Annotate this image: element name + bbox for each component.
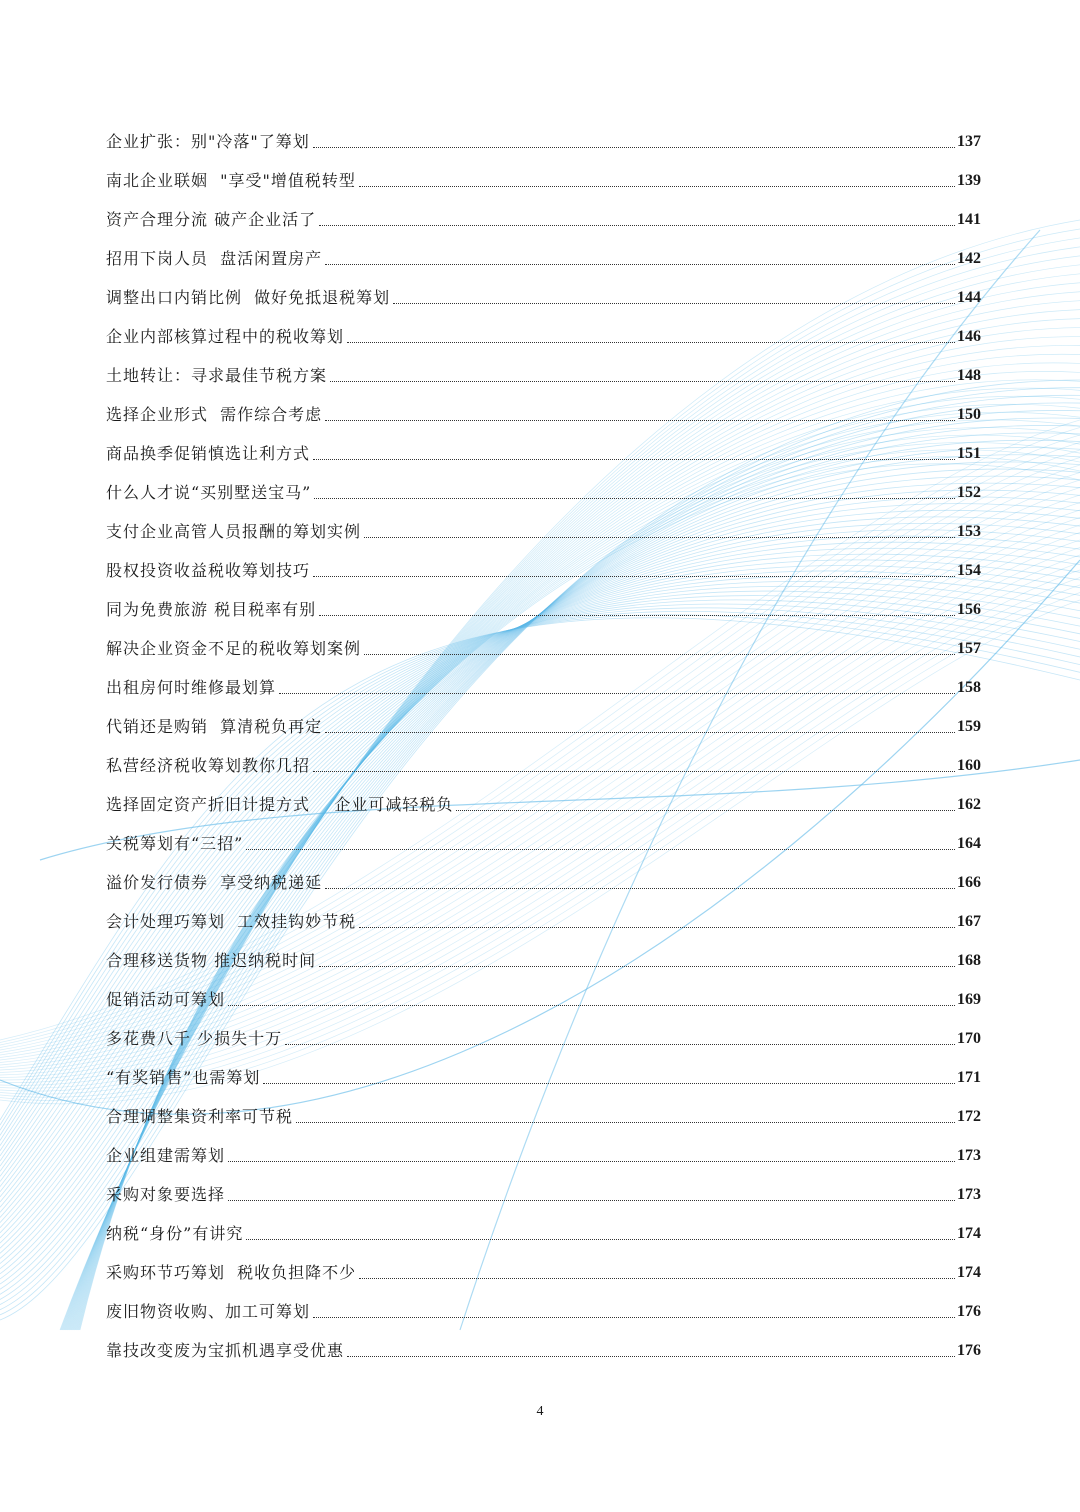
toc-entry-title: 企业内部核算过程中的税收筹划 [106, 327, 345, 346]
toc-entry-title: 多花费八千 少损失十万 [106, 1029, 283, 1048]
toc-entry-title: 会计处理巧筹划 工效挂钩妙节税 [106, 912, 357, 931]
toc-entry-title: 采购对象要选择 [106, 1185, 226, 1204]
toc-entry[interactable] [106, 269, 981, 308]
toc-entry-title: 招用下岗人员 盘活闲置房产 [106, 249, 323, 268]
toc-dot-leader [228, 1005, 955, 1006]
toc-dot-leader [456, 810, 955, 811]
toc-dot-leader [228, 1200, 955, 1201]
toc-dot-leader [313, 459, 955, 460]
toc-entry-title: 什么人才说“买别墅送宝马” [106, 483, 312, 502]
toc-entry[interactable] [106, 308, 981, 347]
toc-entry[interactable] [106, 347, 981, 386]
toc-dot-leader [330, 381, 955, 382]
toc-entry-title: 企业扩张：别"冷落"了筹划 [106, 132, 310, 151]
toc-dot-leader [319, 615, 955, 616]
toc-dot-leader [313, 576, 955, 577]
toc-entry-title: 支付企业高管人员报酬的筹划实例 [106, 522, 362, 541]
toc-dot-leader [246, 849, 955, 850]
page-number: 4 [536, 1404, 544, 1419]
toc-dot-leader [263, 1083, 955, 1084]
toc-dot-leader [364, 537, 955, 538]
toc-entry[interactable] [106, 1166, 981, 1205]
toc-entry[interactable] [106, 971, 981, 1010]
toc-entry-title: 关税筹划有“三招” [106, 834, 244, 853]
table-of-contents [106, 122, 981, 1361]
toc-entry-page: 167 [957, 913, 981, 930]
toc-entry[interactable] [106, 1322, 981, 1361]
toc-entry-title: 资产合理分流 破产企业活了 [106, 210, 317, 229]
toc-dot-leader [325, 264, 955, 265]
toc-entry-page: 157 [957, 640, 981, 657]
toc-entry[interactable] [106, 464, 981, 503]
toc-entry-page: 170 [957, 1030, 981, 1047]
toc-entry[interactable] [106, 503, 981, 542]
toc-entry-title: 纳税“身份”有讲究 [106, 1224, 244, 1243]
toc-entry-title: 选择固定资产折旧计提方式 企业可减轻税负 [106, 795, 454, 814]
toc-dot-leader [296, 1122, 955, 1123]
toc-entry-page: 172 [957, 1108, 981, 1125]
toc-entry[interactable] [106, 659, 981, 698]
toc-entry-title: 解决企业资金不足的税收筹划案例 [106, 639, 362, 658]
toc-dot-leader [325, 420, 955, 421]
toc-dot-leader [347, 1356, 955, 1357]
toc-entry-page: 137 [957, 133, 981, 150]
toc-entry-title: 选择企业形式 需作综合考虑 [106, 405, 323, 424]
toc-entry-page: 164 [957, 835, 981, 852]
toc-entry-title: 合理移送货物 推迟纳税时间 [106, 951, 317, 970]
toc-entry-page: 152 [957, 484, 981, 501]
toc-entry-page: 176 [957, 1303, 981, 1320]
toc-entry-title: 出租房何时维修最划算 [106, 678, 277, 697]
toc-entry-title: 靠技改变废为宝抓机遇享受优惠 [106, 1341, 345, 1360]
toc-dot-leader [285, 1044, 955, 1045]
toc-entry-page: 141 [957, 211, 981, 228]
toc-entry-page: 166 [957, 874, 981, 891]
toc-entry-title: 调整出口内销比例 做好免抵退税筹划 [106, 288, 391, 307]
toc-entry-title: 代销还是购销 算清税负再定 [106, 717, 323, 736]
toc-entry-title: 股权投资收益税收筹划技巧 [106, 561, 311, 580]
toc-dot-leader [325, 732, 955, 733]
toc-dot-leader [359, 1278, 955, 1279]
toc-entry[interactable] [106, 776, 981, 815]
toc-entry-title: 溢价发行债券 享受纳税递延 [106, 873, 323, 892]
toc-entry[interactable] [106, 230, 981, 269]
toc-dot-leader [313, 1317, 955, 1318]
toc-entry-page: 174 [957, 1264, 981, 1281]
toc-dot-leader [393, 303, 955, 304]
toc-dot-leader [313, 771, 955, 772]
toc-entry-page: 150 [957, 406, 981, 423]
toc-entry[interactable] [106, 620, 981, 659]
toc-dot-leader [325, 888, 955, 889]
toc-entry-page: 173 [957, 1147, 981, 1164]
toc-entry-page: 162 [957, 796, 981, 813]
toc-entry[interactable] [106, 1283, 981, 1322]
toc-entry[interactable] [106, 737, 981, 776]
toc-entry-page: 148 [957, 367, 981, 384]
toc-entry[interactable] [106, 815, 981, 854]
toc-entry-title: 废旧物资收购、加工可筹划 [106, 1302, 311, 1321]
toc-entry[interactable] [106, 932, 981, 971]
toc-entry-title: “有奖销售”也需筹划 [106, 1068, 261, 1087]
toc-entry[interactable] [106, 1010, 981, 1049]
toc-entry-title: 促销活动可筹划 [106, 990, 226, 1009]
toc-entry-page: 154 [957, 562, 981, 579]
toc-entry-page: 168 [957, 952, 981, 969]
toc-dot-leader [319, 966, 955, 967]
toc-dot-leader [314, 498, 955, 499]
toc-dot-leader [319, 225, 955, 226]
toc-entry[interactable] [106, 1205, 981, 1244]
toc-entry[interactable] [106, 698, 981, 737]
toc-entry-page: 174 [957, 1225, 981, 1242]
toc-entry[interactable] [106, 122, 981, 152]
toc-entry-page: 160 [957, 757, 981, 774]
toc-entry-title: 同为免费旅游 税目税率有别 [106, 600, 317, 619]
toc-entry-title: 企业组建需筹划 [106, 1146, 226, 1165]
toc-entry-page: 176 [957, 1342, 981, 1359]
toc-dot-leader [246, 1239, 955, 1240]
toc-entry[interactable] [106, 386, 981, 425]
toc-entry-title: 私营经济税收筹划教你几招 [106, 756, 311, 775]
toc-entry[interactable] [106, 893, 981, 932]
toc-dot-leader [359, 186, 955, 187]
toc-entry-page: 159 [957, 718, 981, 735]
toc-entry-page: 173 [957, 1186, 981, 1203]
toc-entry-title: 合理调整集资利率可节税 [106, 1107, 294, 1126]
toc-entry-page: 144 [957, 289, 981, 306]
toc-dot-leader [228, 1161, 955, 1162]
toc-entry-title: 商品换季促销慎选让利方式 [106, 444, 311, 463]
toc-dot-leader [364, 654, 955, 655]
toc-entry-page: 156 [957, 601, 981, 618]
toc-dot-leader [359, 927, 955, 928]
toc-entry-page: 151 [957, 445, 981, 462]
toc-entry[interactable] [106, 1049, 981, 1088]
toc-entry-title: 土地转让：寻求最佳节税方案 [106, 366, 328, 385]
toc-entry[interactable] [106, 581, 981, 620]
toc-dot-leader [313, 147, 955, 148]
toc-entry-page: 146 [957, 328, 981, 345]
toc-entry[interactable] [106, 191, 981, 230]
toc-entry-title: 南北企业联姻 "享受"增值税转型 [106, 171, 356, 190]
toc-entry-page: 153 [957, 523, 981, 540]
toc-entry-page: 142 [957, 250, 981, 267]
toc-entry[interactable] [106, 1127, 981, 1166]
toc-dot-leader [279, 693, 955, 694]
toc-entry[interactable] [106, 854, 981, 893]
toc-entry[interactable] [106, 542, 981, 581]
toc-dot-leader [347, 342, 955, 343]
toc-entry[interactable] [106, 1244, 981, 1283]
toc-entry[interactable] [106, 152, 981, 191]
toc-entry[interactable] [106, 425, 981, 464]
toc-entry[interactable] [106, 1088, 981, 1127]
toc-entry-page: 171 [957, 1069, 981, 1086]
toc-entry-page: 139 [957, 172, 981, 189]
toc-entry-page: 158 [957, 679, 981, 696]
toc-entry-page: 169 [957, 991, 981, 1008]
toc-entry-title: 采购环节巧筹划 税收负担降不少 [106, 1263, 357, 1282]
